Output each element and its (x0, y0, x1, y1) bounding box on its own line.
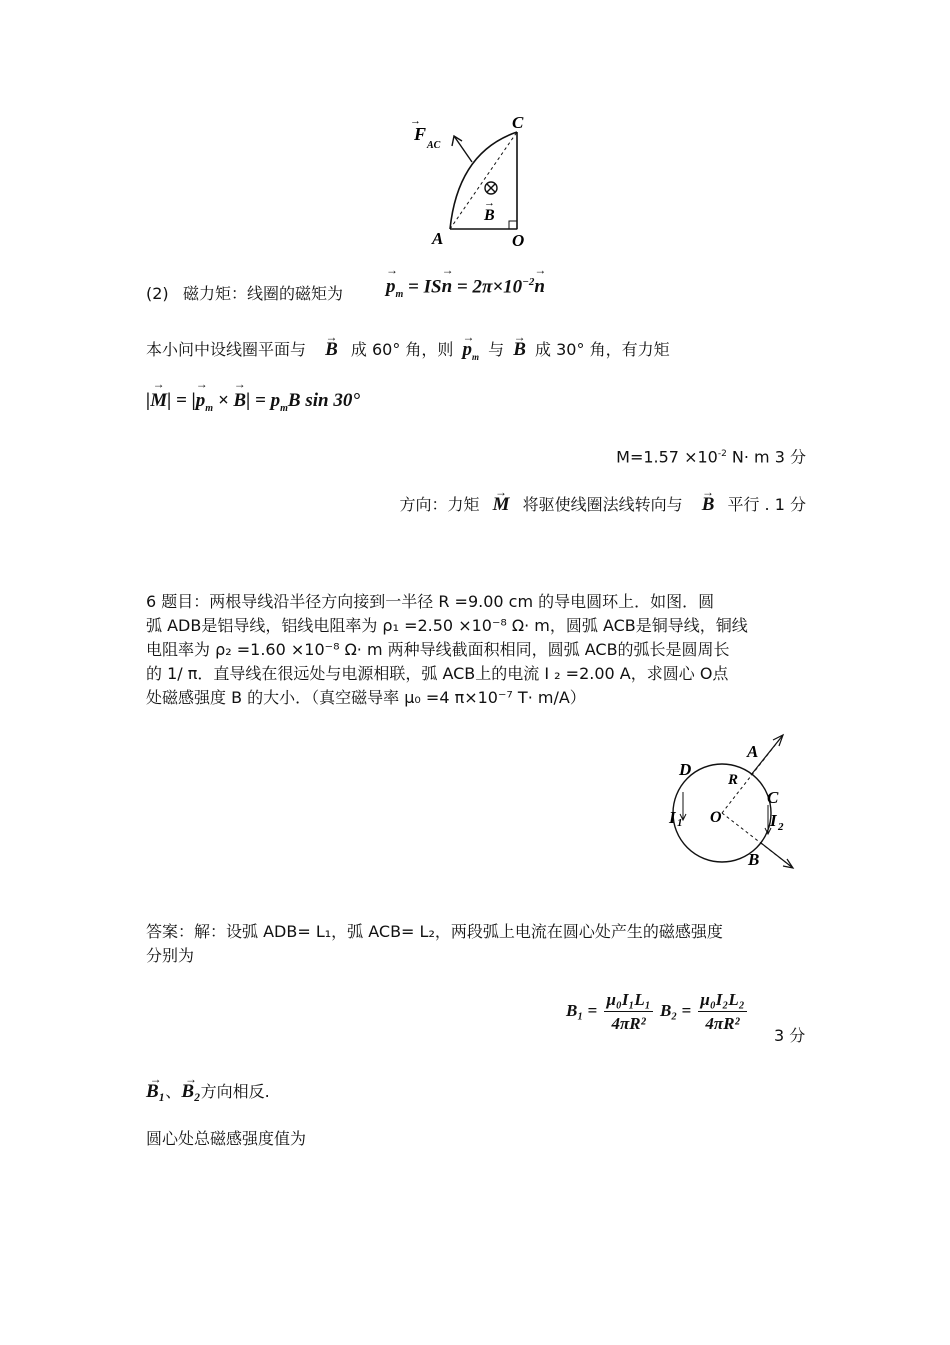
label-i2: I (770, 811, 777, 830)
total-field-line: 圆心处总磁感强度值为 (146, 1129, 307, 1148)
field-equations: B₁ = $\frac{\text{μ₀I₁L₁}}{\text{4πR²}}$ B₂ = $\frac{\text{μ₀I₂L₂}}{\text{4πR²}}$ (566, 990, 745, 1033)
label-a: A (747, 742, 759, 761)
score-3: 3 分 (774, 1026, 806, 1045)
problem6-line4: 的 1/ π．直导线在很远处与电源相联，弧 ACB上的电流 I ₂ =2.00 A，求圆心 O点 (146, 664, 729, 683)
svg-text:→: → (410, 115, 421, 127)
label-i1: I (669, 808, 676, 827)
vector-b-symbol: → B (513, 338, 526, 362)
force-arrow (454, 136, 472, 162)
coil-quarter-figure (400, 112, 540, 252)
svg-text:2: 2 (778, 821, 784, 833)
label-o: O (710, 809, 722, 826)
part2-text: 磁力矩：线圈的磁矩为 (183, 284, 344, 303)
label-r: R (728, 772, 739, 788)
vector-m-symbol: → M (493, 493, 510, 517)
problem6-line1: 6 题目：两根导线沿半径方向接到一半径 R =9.00 cm 的导电圆环上．如图．圆 (146, 592, 715, 611)
problem6-line5: 处磁感强度 B 的大小．（真空磁导率 μ₀ =4 π×10⁻⁷ T· m/A） (146, 688, 586, 707)
svg-text:→: → (484, 197, 495, 209)
label-b: B (484, 207, 495, 224)
problem6-line2: 弧 ADB是铝导线，铝线电阻率为 ρ₁ =2.50 ×10⁻⁸ Ω· m，圆弧 ACB是铜导线，铜线 (146, 616, 748, 635)
label-a: A (432, 229, 444, 248)
answer-line2: 分别为 (146, 946, 195, 965)
right-angle-mark (509, 221, 517, 229)
vector-b-symbol: → B (325, 338, 338, 362)
label-f-sub: AC (427, 140, 441, 151)
label-c: C (512, 113, 524, 132)
label-d: D (679, 760, 692, 779)
vector-b-symbol: → B (702, 493, 715, 517)
part2-label: (2) (146, 284, 169, 303)
ring-circuit-figure (665, 730, 800, 875)
label-f: F (414, 124, 427, 144)
magnetic-moment-equation: → $p_m = IS\to n = 2\pi\times 10^{-2}\to n$ (386, 276, 545, 300)
vector-pm-symbol: → $p_m$ (463, 339, 480, 360)
label-c: C (767, 788, 779, 807)
svg-text:1: 1 (677, 817, 683, 829)
opposite-direction-line: → B₁、→ B₂方向相反. (146, 1080, 270, 1104)
torque-result: $M=1.57 \times 10^{-2}$ N· m 3 分 (616, 447, 806, 467)
torque-direction: 方向：力矩 → M 将驱使线圈法线转向与 → B 平行 . 1 分 (399, 493, 806, 517)
angle-line: 本小问中设线圈平面与 → B 成 60° 角，则 → $p_m$ 与 → B 成 30° 角，有力矩 (146, 338, 670, 369)
label-b: B (748, 850, 760, 869)
answer-line1: 答案：解：设弧 ADB= L₁，弧 ACB= L₂，两段弧上电流在圆心处产生的磁感强度 (146, 922, 723, 941)
problem6-line3: 电阻率为 ρ₂ =1.60 ×10⁻⁸ Ω· m 两种导线截面积相同，圆弧 ACB的弧长是圆周长 (146, 640, 730, 659)
label-o: O (512, 231, 525, 250)
torque-equation: |→ M| = |→ $p_m$ × → $B| = p_mB$ sin 30° (146, 390, 360, 414)
